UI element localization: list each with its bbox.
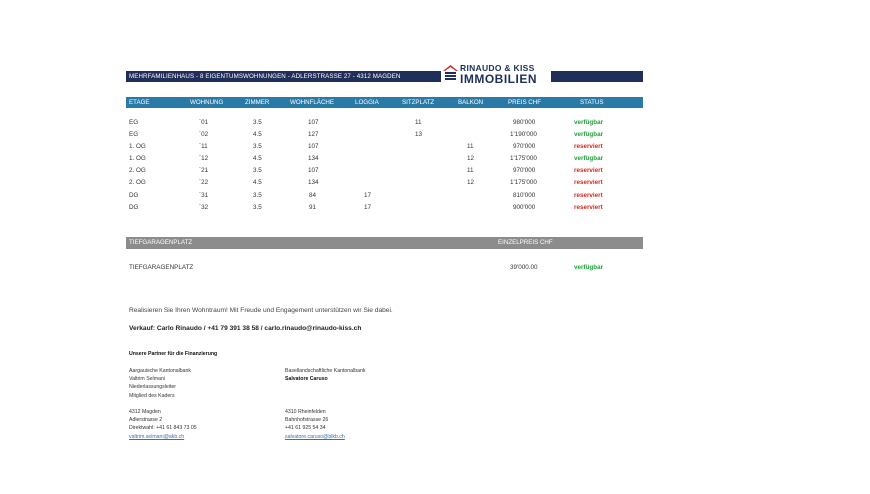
cell-zimmer: 4.5 xyxy=(253,131,262,138)
garage-header-bar xyxy=(126,237,643,249)
cell-balkon: 12 xyxy=(467,155,475,162)
cell-zimmer: 3.5 xyxy=(253,119,262,126)
bank2-street: Bahnhofstrasse 26 xyxy=(285,417,329,424)
cell-etage: EG xyxy=(129,131,139,138)
garage-item-price: 39'000.00 xyxy=(510,264,538,271)
col-status: STATUS xyxy=(580,99,604,106)
cell-preis: 900'000 xyxy=(513,204,536,211)
garage-status-badge: verfügbar xyxy=(574,264,604,271)
cell-wohnung: `11 xyxy=(199,143,208,150)
bank1-name: Aargauische Kantonalbank xyxy=(129,368,192,374)
cell-flaeche: 107 xyxy=(308,143,319,150)
cell-sitzplatz: 13 xyxy=(415,131,423,138)
col-balkon: BALKON xyxy=(458,99,484,106)
status-badge: reserviert xyxy=(574,204,603,211)
cell-wohnung: `31 xyxy=(199,192,209,199)
garage-header-price: EINZELPREIS CHF xyxy=(498,239,553,246)
bank1-phone: Direktwahl: +41 61 843 73 05 xyxy=(129,425,197,432)
col-wohnung: WOHNUNG xyxy=(190,99,224,106)
status-badge: reserviert xyxy=(574,179,603,186)
bank1-role2: Mitglied des Kaders xyxy=(129,392,175,399)
cell-zimmer: 3.5 xyxy=(253,204,262,211)
cell-flaeche: 107 xyxy=(308,167,319,174)
bank2-block xyxy=(285,367,365,383)
cell-zimmer: 4.5 xyxy=(253,155,262,162)
status-badge: verfügbar xyxy=(574,119,604,126)
cell-preis: 970'000 xyxy=(513,167,536,174)
cell-wohnung: `22 xyxy=(199,179,209,186)
bank2-phone: +41 61 925 54 34 xyxy=(285,425,326,432)
cell-preis: 970'000 xyxy=(513,143,536,150)
cell-zimmer: 3.5 xyxy=(253,192,262,199)
garage-item-label: TIEFGARAGENPLATZ xyxy=(129,264,194,271)
cell-balkon: 11 xyxy=(467,143,474,150)
logo-text-top: RINAUDO & KISS xyxy=(460,63,535,73)
bank1-email-link[interactable]: valtrim.selmani@akb.ch xyxy=(129,433,185,440)
cell-etage: 1. OG xyxy=(129,155,146,162)
cell-balkon: 11 xyxy=(467,167,474,174)
status-badge: reserviert xyxy=(574,192,603,199)
col-sitzplatz: SITZPLATZ xyxy=(402,99,435,106)
col-loggia: LOGGIA xyxy=(355,99,379,106)
bank1-street: Adlerstrasse 2 xyxy=(129,417,163,424)
cell-balkon: 12 xyxy=(467,179,475,186)
col-wohnflaeche: WOHNFLÄCHE xyxy=(290,99,335,106)
col-preis: PREIS CHF xyxy=(508,99,542,106)
cell-wohnung: `01 xyxy=(199,119,209,126)
logo-text-bottom: IMMOBILIEN xyxy=(460,72,537,86)
garage-header-label: TIEFGARAGENPLATZ xyxy=(129,239,193,246)
sales-contact: Verkauf: Carlo Rinaudo / +41 79 391 38 58 / carlo.rinaudo@rinaudo-kiss.ch xyxy=(129,325,362,332)
status-badge: reserviert xyxy=(574,143,603,150)
bank2-email-link[interactable]: salvatore.caruso@blkb.ch xyxy=(285,433,345,440)
cell-preis: 810'000 xyxy=(513,192,536,199)
cell-wohnung: `32 xyxy=(199,204,209,211)
cell-preis: 980'000 xyxy=(513,119,536,126)
cell-flaeche: 127 xyxy=(308,131,319,138)
cell-etage: 1. OG xyxy=(129,143,146,150)
status-badge: reserviert xyxy=(574,167,603,174)
status-badge: verfügbar xyxy=(574,155,604,162)
bank2-name: Basellandschaftliche Kantonalbank xyxy=(285,368,366,374)
bank1-address xyxy=(129,408,197,441)
bank2-address xyxy=(285,408,345,441)
cell-wohnung: `12 xyxy=(199,155,209,162)
bank1-city: 4312 Magden xyxy=(129,409,161,415)
bank1-person: Valtrim Selmani xyxy=(129,376,165,383)
cell-zimmer: 3.5 xyxy=(253,167,262,174)
cell-zimmer: 4.5 xyxy=(253,179,262,186)
company-logo xyxy=(441,63,551,85)
bank1-block xyxy=(129,367,191,400)
cell-preis: 1'175'000 xyxy=(510,179,537,186)
cell-flaeche: 107 xyxy=(308,119,319,126)
cell-preis: 1'190'000 xyxy=(510,131,537,138)
bank2-person: Salvatore Caruso xyxy=(285,376,328,383)
cell-flaeche: 84 xyxy=(309,192,317,199)
document-title: MEHRFAMILIENHAUS - 8 EIGENTUMSWOHNUNGEN - ADLERSTRASSE 27 - 4312 MAGDEN xyxy=(129,73,401,80)
cell-wohnung: `21 xyxy=(199,167,209,174)
cell-etage: EG xyxy=(129,119,139,126)
status-badge: verfügbar xyxy=(574,131,604,138)
cell-etage: DG xyxy=(129,204,139,211)
cell-etage: 2. OG xyxy=(129,167,146,174)
cell-flaeche: 91 xyxy=(309,204,317,211)
cell-flaeche: 134 xyxy=(308,179,319,186)
cell-flaeche: 134 xyxy=(308,155,319,162)
bank1-role1: Niederlassungsleiter xyxy=(129,384,176,391)
house-logo-icon xyxy=(443,65,458,82)
partners-title: Unsere Partner für die Finanzierung xyxy=(129,351,218,357)
slogan-text: Realisieren Sie Ihren Wohntraum! Mit Freude und Engagement unterstützen wir Sie dabei. xyxy=(129,307,393,314)
cell-etage: DG xyxy=(129,192,139,199)
cell-etage: 2. OG xyxy=(129,179,146,186)
bank2-city: 4310 Rheinfelden xyxy=(285,409,326,415)
cell-zimmer: 3.5 xyxy=(253,143,262,150)
cell-loggia: 17 xyxy=(364,204,372,211)
cell-preis: 1'175'000 xyxy=(510,155,537,162)
col-zimmer: ZIMMER xyxy=(245,99,270,106)
cell-sitzplatz: 11 xyxy=(415,119,422,126)
cell-loggia: 17 xyxy=(364,192,372,199)
cell-wohnung: `02 xyxy=(199,131,209,138)
col-etage: ETAGE xyxy=(129,99,150,106)
